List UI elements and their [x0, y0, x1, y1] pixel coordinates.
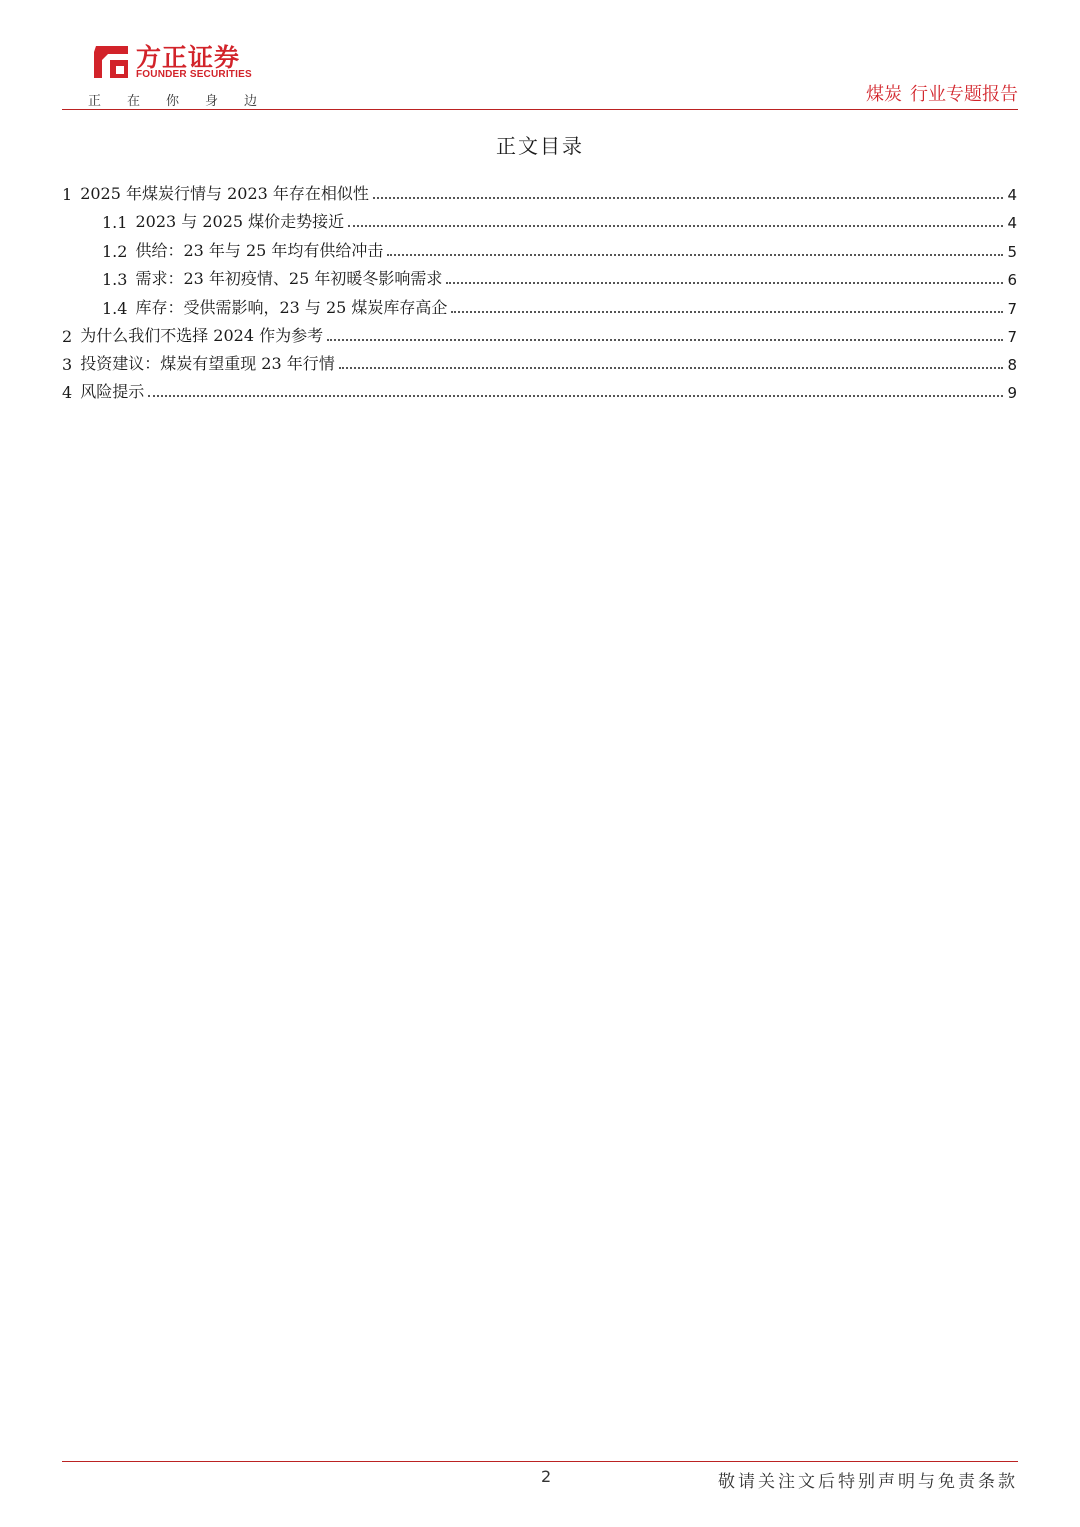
- toc-entry-number: 1.4: [102, 299, 128, 318]
- toc-entry-text: 投资建议：煤炭有望重现 23 年行情: [80, 354, 335, 373]
- footer-divider: [62, 1461, 1018, 1462]
- toc-leader-dots: [327, 339, 1003, 341]
- toc-entry-page: 8: [1007, 356, 1017, 374]
- toc-leader-dots: [451, 311, 1003, 313]
- toc-entry[interactable]: [62, 318, 1017, 346]
- toc-entry-number: 4: [62, 383, 73, 402]
- toc-entry[interactable]: [102, 290, 1017, 318]
- toc-entry[interactable]: [62, 176, 1017, 204]
- toc-entry-text: 供给：23 年与 25 年均有供给冲击: [135, 241, 384, 260]
- toc-entry[interactable]: [62, 346, 1017, 374]
- toc-leader-dots: [387, 254, 1003, 256]
- sector-label: 煤炭: [866, 84, 902, 105]
- toc-entry-page: 9: [1007, 384, 1017, 402]
- toc-entry-text: 需求：23 年初疫情、25 年初暖冬影响需求: [135, 269, 443, 288]
- toc-leader-dots: [339, 367, 1004, 369]
- logo-english-name: FOUNDER SECURITIES: [136, 69, 252, 80]
- toc-entry-text: 2025 年煤炭行情与 2023 年存在相似性: [80, 184, 369, 203]
- logo-chinese-name: 方正证券: [136, 43, 241, 72]
- toc-entry-number: 1.1: [102, 213, 128, 232]
- toc-entry-text: 为什么我们不选择 2024 作为参考: [80, 326, 324, 345]
- toc-leader-dots: [148, 395, 1003, 397]
- toc-entry-page: 5: [1007, 243, 1017, 261]
- toc-title: 正文目录: [496, 134, 584, 158]
- slogan-char: 身: [205, 94, 219, 109]
- toc-leader-dots: [348, 225, 1003, 227]
- logo-slogan: [88, 90, 283, 109]
- page-header: [62, 0, 1018, 111]
- report-category: [866, 80, 1018, 106]
- toc-entry-text: 风险提示: [80, 382, 145, 401]
- header-divider: [62, 109, 1018, 110]
- toc-entry-page: 7: [1007, 328, 1017, 346]
- toc-entry-text: 2023 与 2025 煤价走势接近: [135, 212, 345, 231]
- toc-entry[interactable]: [102, 261, 1017, 289]
- page-number: 2: [541, 1467, 552, 1486]
- slogan-char: 正: [88, 94, 102, 109]
- toc-entry-text: 库存：受供需影响，23 与 25 煤炭库存高企: [135, 298, 448, 317]
- toc-entry[interactable]: [102, 204, 1017, 232]
- slogan-char: 在: [127, 94, 141, 109]
- toc-entry-page: 6: [1007, 271, 1017, 289]
- toc-entry-page: 7: [1007, 300, 1017, 318]
- report-type-label: 行业专题报告: [910, 84, 1018, 105]
- toc-entry-page: 4: [1007, 186, 1017, 204]
- toc-entry-number: 1.3: [102, 270, 128, 289]
- founder-logo-mark-icon: [88, 40, 132, 84]
- toc-leader-dots: [373, 197, 1004, 199]
- toc-entry-page: 4: [1007, 214, 1017, 232]
- toc-entry-number: 1: [62, 185, 73, 204]
- slogan-char: 你: [166, 94, 180, 109]
- slogan-char: 边: [244, 94, 258, 109]
- toc-entry-number: 2: [62, 327, 73, 346]
- toc-entry[interactable]: [102, 233, 1017, 261]
- toc-entry[interactable]: [62, 374, 1017, 402]
- disclaimer-notice: 敬请关注文后特别声明与免责条款: [718, 1472, 1018, 1492]
- toc-leader-dots: [446, 282, 1003, 284]
- toc-entry-number: 1.2: [102, 242, 128, 261]
- toc-entry-number: 3: [62, 355, 73, 374]
- founder-securities-logo: [88, 38, 328, 108]
